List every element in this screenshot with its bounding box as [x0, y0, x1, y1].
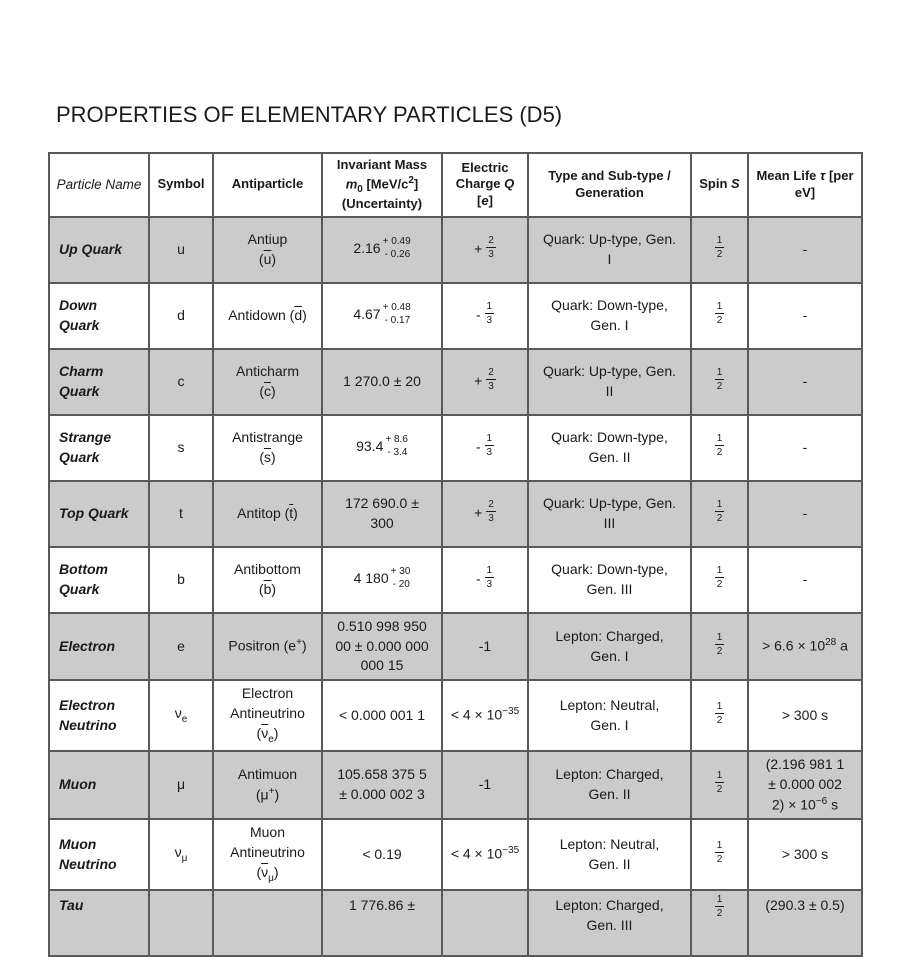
cell-type: Lepton: Neutral, Gen. I: [528, 680, 691, 751]
cell-type: Lepton: Charged, Gen. I: [528, 613, 691, 681]
table-body: [49, 217, 862, 956]
cell-type: Quark: Up-type, Gen. III: [528, 481, 691, 547]
cell-spin: $\frac{1}{2}$: [691, 819, 748, 890]
cell-charge: < $4 \times 10^{-35}$: [442, 819, 528, 890]
cell-mass: 0.510 998 950 00 ± 0.000 000 000 15: [322, 613, 442, 681]
cell-mean-life: -: [748, 547, 862, 613]
column-header-charge: Electric Charge Q [e]: [442, 153, 528, 217]
table-row: [49, 415, 862, 481]
cell-mean-life: (2.196 981 1 ± 0.000 002 $2) \times 10^{-6}$ s: [748, 751, 862, 819]
cell-antiparticle: Antimuon (μ+): [213, 751, 322, 819]
cell-antiparticle: Antitop $(\overline{t})$: [213, 481, 322, 547]
cell-particle-name: Bottom Quark: [49, 547, 149, 613]
cell-type: Lepton: Charged, Gen. III: [528, 890, 691, 956]
table-row: [49, 217, 862, 283]
cell-charge: - $\frac{1}{3}$: [442, 415, 528, 481]
cell-spin: $\frac{1}{2}$: [691, 680, 748, 751]
cell-mass: 2.16 + 0.49 - 0.26: [322, 217, 442, 283]
cell-particle-name: Electron: [49, 613, 149, 681]
cell-charge: -1: [442, 751, 528, 819]
cell-mass: 4 180 + 30 - 20: [322, 547, 442, 613]
cell-mean-life: -: [748, 349, 862, 415]
cell-particle-name: Down Quark: [49, 283, 149, 349]
cell-mean-life: -: [748, 415, 862, 481]
cell-type: Quark: Down-type, Gen. III: [528, 547, 691, 613]
cell-symbol: u: [149, 217, 213, 283]
table-row: [49, 349, 862, 415]
column-header-antiparticle: Antiparticle: [213, 153, 322, 217]
cell-mass: 105.658 375 5 ± 0.000 002 3: [322, 751, 442, 819]
cell-symbol: $\nu_\mu$: [149, 819, 213, 890]
cell-type: Quark: Down-type, Gen. I: [528, 283, 691, 349]
cell-spin: $\frac{1}{2}$: [691, 751, 748, 819]
cell-antiparticle: Antistrange $(\overline{s})$: [213, 415, 322, 481]
cell-spin: $\frac{1}{2}$: [691, 217, 748, 283]
table-row: [49, 547, 862, 613]
particles-table: [48, 152, 863, 957]
cell-spin: $\frac{1}{2}$: [691, 890, 748, 956]
cell-mass: 172 690.0 ± 300: [322, 481, 442, 547]
column-header-type: Type and Sub-type / Generation: [528, 153, 691, 217]
cell-symbol: s: [149, 415, 213, 481]
cell-mean-life: > $6.6 \times 10^{28}$ a: [748, 613, 862, 681]
cell-particle-name: Tau: [49, 890, 149, 956]
cell-spin: $\frac{1}{2}$: [691, 613, 748, 681]
cell-particle-name: Strange Quark: [49, 415, 149, 481]
cell-charge: [442, 890, 528, 956]
cell-antiparticle: Antidown $(\overline{d})$: [213, 283, 322, 349]
column-header-spin: Spin S: [691, 153, 748, 217]
cell-antiparticle: Antiup $(\overline{u})$: [213, 217, 322, 283]
cell-charge: + $\frac{2}{3}$: [442, 349, 528, 415]
cell-mean-life: -: [748, 283, 862, 349]
cell-antiparticle: Antibottom $(\overline{b})$: [213, 547, 322, 613]
cell-mean-life: > 300 s: [748, 819, 862, 890]
cell-mass: 1 776.86 ±: [322, 890, 442, 956]
cell-charge: - $\frac{1}{3}$: [442, 283, 528, 349]
cell-symbol: c: [149, 349, 213, 415]
header-row: [49, 153, 862, 217]
cell-particle-name: Charm Quark: [49, 349, 149, 415]
cell-charge: -1: [442, 613, 528, 681]
table-header: [49, 153, 862, 217]
table-row: [49, 819, 862, 890]
column-header-mass: Invariant Mass $m_0$ $[MeV/c^2]$ (Uncertainty): [322, 153, 442, 217]
cell-symbol: $\nu_e$: [149, 680, 213, 751]
cell-particle-name: Muon: [49, 751, 149, 819]
cell-mean-life: -: [748, 481, 862, 547]
cell-mass: 1 270.0 ± 20: [322, 349, 442, 415]
cell-mean-life: -: [748, 217, 862, 283]
cell-particle-name: Top Quark: [49, 481, 149, 547]
cell-spin: $\frac{1}{2}$: [691, 349, 748, 415]
cell-antiparticle: Positron (e+): [213, 613, 322, 681]
cell-antiparticle: Anticharm $(\overline{c})$: [213, 349, 322, 415]
table-row: [49, 890, 862, 956]
table-row: [49, 613, 862, 681]
table-row: [49, 283, 862, 349]
cell-antiparticle: Muon Antineutrino $(\overline{\nu}_\mu)$: [213, 819, 322, 890]
cell-mass: 93.4 + 8.6 - 3.4: [322, 415, 442, 481]
cell-charge: < $4 \times 10^{-35}$: [442, 680, 528, 751]
cell-spin: $\frac{1}{2}$: [691, 547, 748, 613]
cell-type: Lepton: Charged, Gen. II: [528, 751, 691, 819]
cell-symbol: μ: [149, 751, 213, 819]
column-header-mean-life: Mean Life τ [per eV]: [748, 153, 862, 217]
cell-charge: + $\frac{2}{3}$: [442, 217, 528, 283]
cell-mean-life: (290.3 ± 0.5): [748, 890, 862, 956]
column-header-symbol: Symbol: [149, 153, 213, 217]
cell-mass: < 0.000 001 1: [322, 680, 442, 751]
cell-mean-life: > 300 s: [748, 680, 862, 751]
cell-symbol: b: [149, 547, 213, 613]
cell-type: Lepton: Neutral, Gen. II: [528, 819, 691, 890]
table-row: [49, 751, 862, 819]
cell-type: Quark: Down-type, Gen. II: [528, 415, 691, 481]
cell-spin: $\frac{1}{2}$: [691, 481, 748, 547]
cell-particle-name: Up Quark: [49, 217, 149, 283]
cell-charge: + $\frac{2}{3}$: [442, 481, 528, 547]
cell-spin: $\frac{1}{2}$: [691, 415, 748, 481]
cell-antiparticle: [213, 890, 322, 956]
cell-type: Quark: Up-type, Gen. II: [528, 349, 691, 415]
table-row: [49, 680, 862, 751]
cell-symbol: d: [149, 283, 213, 349]
page-title: PROPERTIES OF ELEMENTARY PARTICLES (D5): [56, 102, 563, 127]
cell-particle-name: Muon Neutrino: [49, 819, 149, 890]
cell-spin: $\frac{1}{2}$: [691, 283, 748, 349]
cell-particle-name: Electron Neutrino: [49, 680, 149, 751]
cell-symbol: e: [149, 613, 213, 681]
cell-type: Quark: Up-type, Gen. I: [528, 217, 691, 283]
cell-symbol: t: [149, 481, 213, 547]
cell-charge: - $\frac{1}{3}$: [442, 547, 528, 613]
column-header-particle-name: Particle Name: [49, 153, 149, 217]
table-row: [49, 481, 862, 547]
cell-antiparticle: Electron Antineutrino $(\overline{\nu}_e)$: [213, 680, 322, 751]
cell-mass: 4.67 + 0.48 - 0.17: [322, 283, 442, 349]
cell-mass: < 0.19: [322, 819, 442, 890]
cell-symbol: [149, 890, 213, 956]
